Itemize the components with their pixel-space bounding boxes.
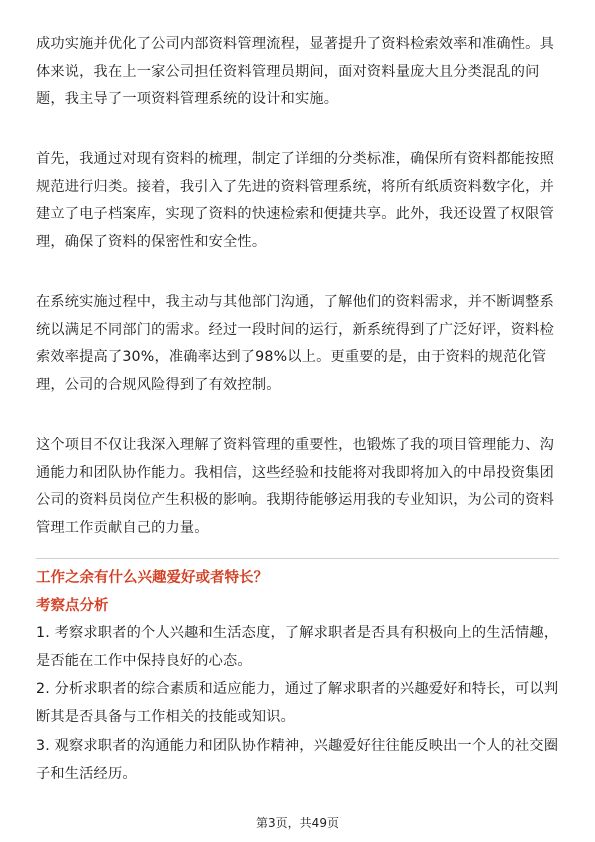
paragraph-line: 这个项目不仅让我深入理解了资料管理的重要性，也锻炼了我的项目管理能力、沟: [36, 437, 554, 453]
page-number: 第3页，共49页: [256, 816, 339, 830]
analysis-line: 断其是否具备与工作相关的技能或知识。: [36, 708, 295, 725]
paragraph-line: 通能力和团队协作能力。我相信，这些经验和技能将对我即将加入的中昂投资集团: [36, 464, 554, 481]
paragraph-4: [36, 432, 558, 542]
analysis-point-3: [36, 733, 558, 788]
paragraph-line: 首先，我通过对现有资料的梳理，制定了详细的分类标准，确保所有资料都能按照: [36, 151, 554, 167]
paragraph-line: 公司的资料员岗位产生积极的影响。我期待能够运用我的专业知识，为公司的资料: [36, 492, 554, 508]
paragraph-1: [36, 31, 558, 114]
analysis-point-2: [36, 676, 558, 731]
analysis-line: 3. 观察求职者的沟通能力和团队协作精神，兴趣爱好往往能反映出一个人的社交圈: [36, 738, 559, 754]
analysis-line: 1. 考察求职者的个人兴趣和生活态度，了解求职者是否具有积极向上的生活情趣，: [36, 625, 559, 641]
paragraph-line: 成功实施并优化了公司内部资料管理流程，显著提升了资料检索效率和准确性。具: [36, 36, 554, 52]
paragraph-2: [36, 146, 558, 256]
question-heading: 工作之余有什么兴趣爱好或者特长？: [36, 570, 268, 586]
paragraph-line: 理，确保了资料的保密性和安全性。: [36, 233, 267, 250]
section-divider: [36, 558, 559, 559]
paragraph-line: 索效率提高了30%，准确率达到了98%以上。更重要的是，由于资料的规范化管: [36, 349, 547, 365]
paragraph-3: [36, 289, 558, 399]
analysis-line: 子和生活经历。: [36, 765, 137, 782]
paragraph-line: 在系统实施过程中，我主动与其他部门沟通，了解他们的资料需求，并不断调整系: [36, 294, 554, 310]
analysis-point-1: [36, 620, 558, 675]
paragraph-line: 规范进行归类。接着，我引入了先进的资料管理系统，将所有纸质资料数字化，并: [36, 178, 554, 195]
analysis-line: 是否能在工作中保持良好的心态。: [36, 652, 252, 669]
paragraph-line: 统以满足不同部门的需求。经过一段时间的运行，新系统得到了广泛好评，资料检: [36, 321, 554, 338]
paragraph-line: 建立了电子档案库，实现了资料的快速检索和便捷共享。此外，我还设置了权限管: [36, 206, 554, 222]
paragraph-line: 题，我主导了一项资料管理系统的设计和实施。: [36, 91, 339, 107]
analysis-line: 2. 分析求职者的综合素质和适应能力，通过了解求职者的兴趣爱好和特长，可以判: [36, 681, 559, 697]
paragraph-line: 体来说，我在上一家公司担任资料管理员期间，面对资料量庞大且分类混乱的问: [36, 63, 540, 80]
paragraph-line: 理，公司的合规风险得到了有效控制。: [36, 376, 281, 393]
paragraph-line: 管理工作贡献自己的力量。: [36, 519, 209, 536]
analysis-heading: 考察点分析: [36, 598, 109, 614]
